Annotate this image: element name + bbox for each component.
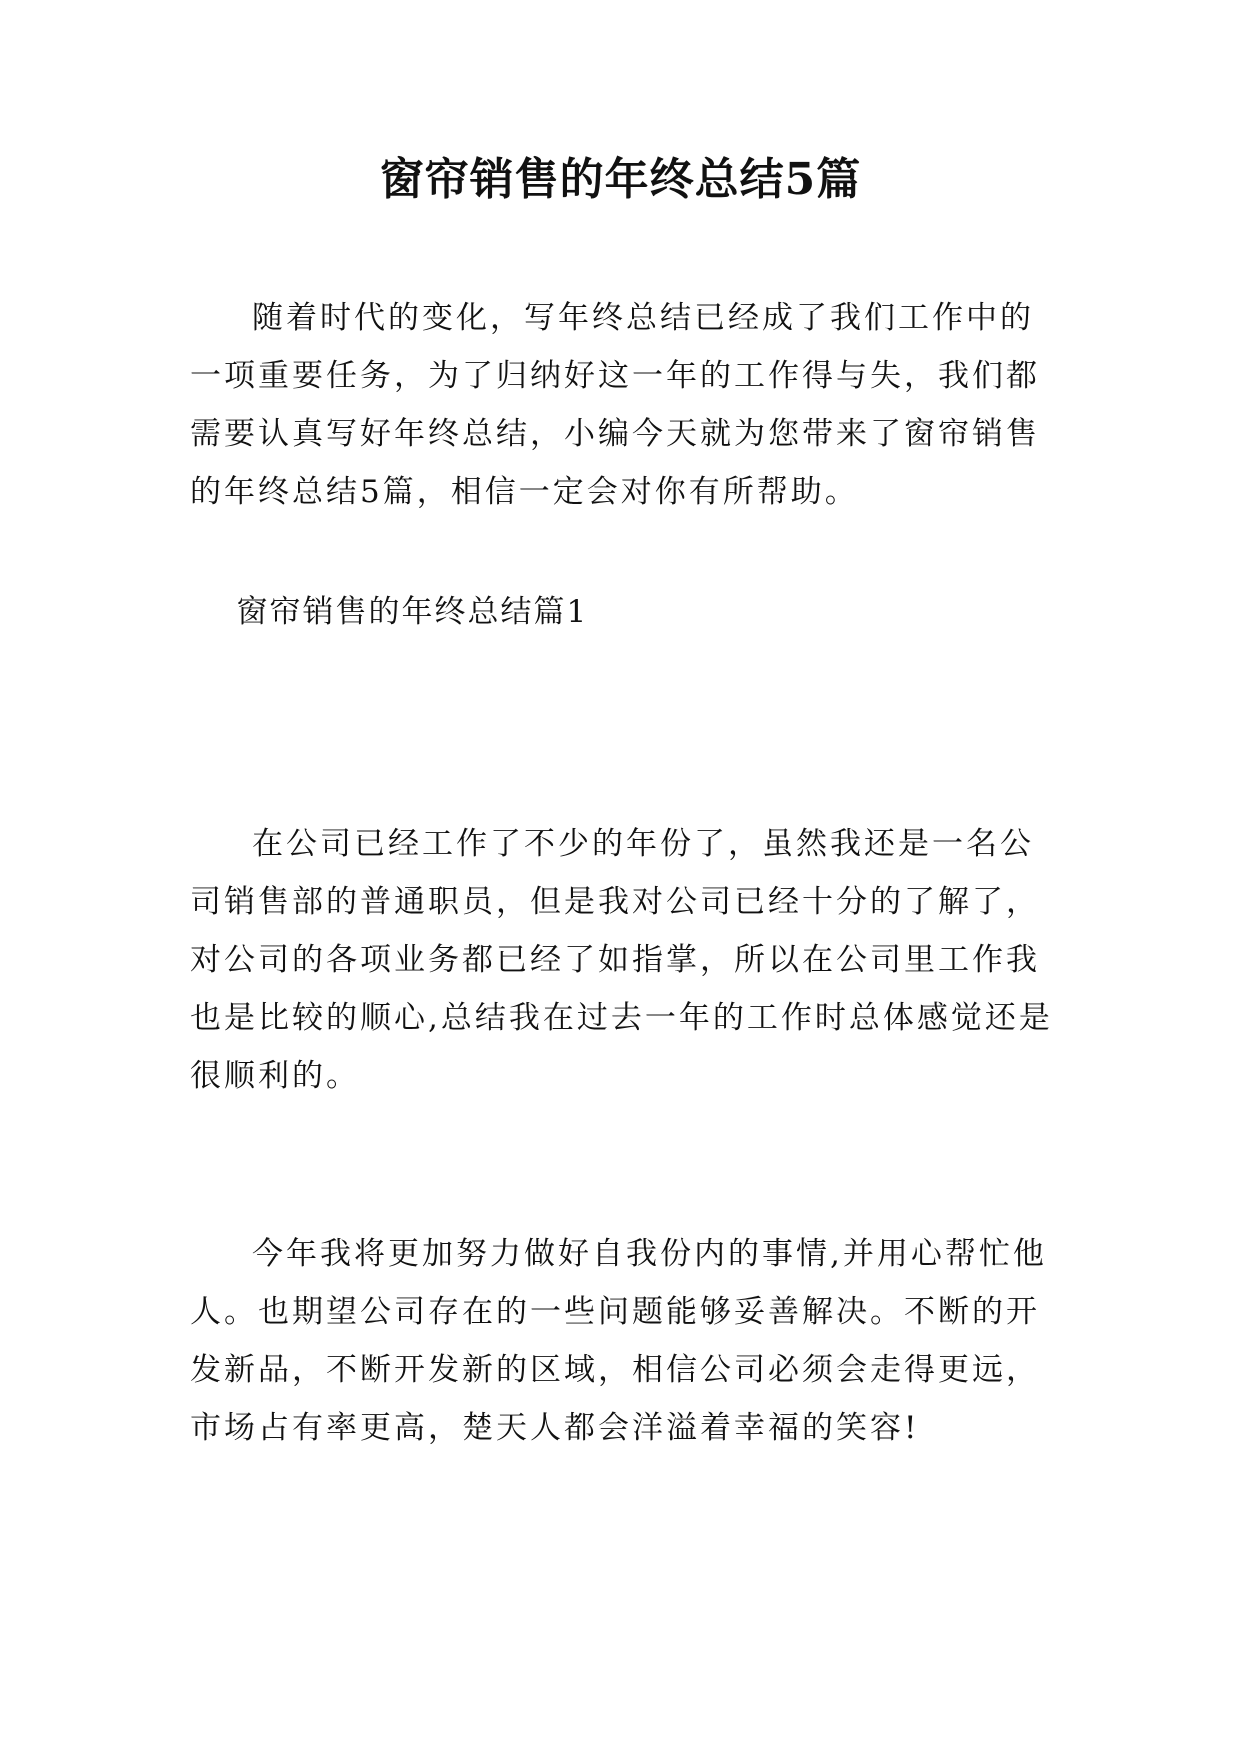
section-heading: 窗帘销售的年终总结篇1	[236, 594, 589, 630]
intro-paragraph: 随着时代的变化，写年终总结已经成了我们工作中的一项重要任务，为了归纳好这一年的工作得与失，我们都需要认真写好年终总结，小编今天就为您带来了窗帘销售的年终总结5篇，相信一定会对你有所帮助。	[190, 300, 1040, 510]
body-paragraph: 在公司已经工作了不少的年份了，虽然我还是一名公司销售部的普通职员，但是我对公司已经十分的了解了，对公司的各项业务都已经了如指掌，所以在公司里工作我也是比较的顺心,总结我在过去一年的工作时总体感觉还是很顺利的。	[190, 826, 1053, 1094]
body-paragraph: 今年我将更加努力做好自我份内的事情,并用心帮忙他人。也期望公司存在的一些问题能够妥善解决。不断的开发新品，不断开发新的区域，相信公司必须会走得更远，市场占有率更高，楚天人都会洋溢着幸福的笑容!	[190, 1236, 1047, 1446]
document-title: 窗帘销售的年终总结5篇	[379, 154, 862, 205]
